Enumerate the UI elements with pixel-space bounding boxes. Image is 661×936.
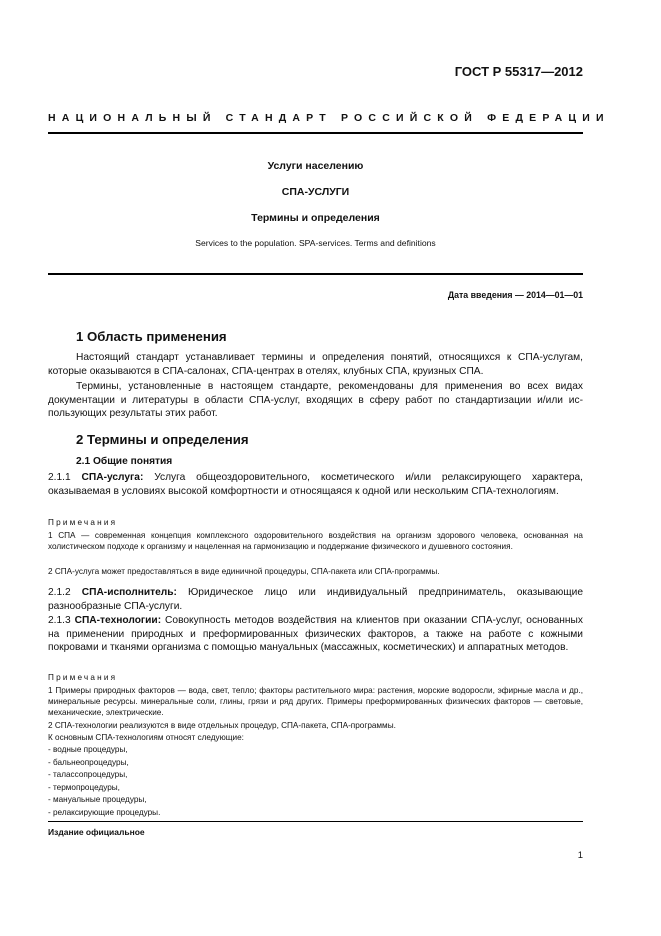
middle-divider <box>48 273 583 275</box>
title-line-2: СПА-УСЛУГИ <box>281 186 350 198</box>
note-2-1: 1 Примеры природных факторов — вода, свет, тепло; факторы растительного мира: растения, морские водоросли, эфирные масла и др., минеральные ресурсы. минеральные соли, глины, грязи и ряд других. Примеры преформированных физических факторов — световые, механические, электрические. <box>48 686 583 717</box>
term-2-1-3 <box>48 614 583 655</box>
section-1-paragraph-1 <box>48 351 583 378</box>
national-standard-banner: НАЦИОНАЛЬНЫЙ СТАНДАРТ РОССИЙСКОЙ ФЕДЕРАЦИИ <box>48 112 610 124</box>
title-line-3: Термины и определения <box>251 212 380 224</box>
spa-technologies-list <box>48 744 160 819</box>
note-1-1: 1 СПА — современная концепция комплексного оздоровительного воздействия на организм здорового человека, основанная на холистическом подходе к организму и нацеленная на гармонизацию и поддержание физического и душевного состояния. <box>48 531 583 551</box>
subsection-2-1-heading: 2.1 Общие понятия <box>76 456 173 467</box>
title-line-1: Услуги населению <box>267 160 364 172</box>
list-item: - мануальные процедуры, <box>48 795 147 804</box>
english-title: Services to the population. SPA-services. Terms and definitions <box>195 238 436 248</box>
section-1-heading: 1 Область применения <box>76 329 227 344</box>
list-item: - водные процедуры, <box>48 745 128 754</box>
page-number: 1 <box>577 850 583 861</box>
list-intro: К основным СПА-технологиям относят следующие: <box>48 733 244 742</box>
term-number: 2.1.3 <box>48 615 71 626</box>
standard-number: ГОСТ Р 55317—2012 <box>454 64 583 79</box>
note-1-2: 2 СПА-услуга может предоставляться в виде единичной процедуры, СПА-пакета или СПА-программы. <box>48 567 440 576</box>
term-definition: Юридическое лицо или индивидуальный предприниматель, оказывающие разнообразные СПА-услуги. <box>48 587 583 612</box>
term-definition: Услуга общеоздоровительного, косметического и/или релаксирующего характера, оказываемая в условиях высокой комфортности и относящаяся к одной или нескольким СПА-технологиям. <box>48 472 583 497</box>
term-2-1-1 <box>48 471 583 498</box>
list-item: - бальнеопроцедуры, <box>48 757 129 767</box>
term-name: СПА-услуга: <box>81 472 144 483</box>
section-1-paragraph-2 <box>48 380 583 421</box>
section-1-paragraph-1-text: Настоящий стандарт устанавливает термины и определения понятий, относящихся к СПА-услугам, которые оказываются в СПА-салонах, СПА-центрах в отелях, клубных СПА, круизных СПА. <box>48 352 583 377</box>
notes-heading-1: Примечания <box>48 518 118 527</box>
note-2-2: 2 СПА-технологии реализуются в виде отдельных процедур, СПА-пакета, СПА-программы. <box>48 721 396 730</box>
term-name: СПА-технологии: <box>74 615 162 626</box>
introduction-date: Дата введения — 2014—01—01 <box>447 290 583 300</box>
section-1-paragraph-2-text: Термины, установленные в настоящем стандарте, рекомендованы для применения во всех видах документации и литературы в области СПА-услуг, входящих в сферу работ по стандартизации и/или использующих результаты этих работ. <box>48 381 583 420</box>
top-divider <box>48 132 583 134</box>
footer-divider <box>48 821 583 822</box>
list-item: - талассопроцедуры, <box>48 770 128 779</box>
edition-label: Издание официальное <box>48 827 145 837</box>
notes-heading-2: Примечания <box>48 673 118 682</box>
list-item: - термопроцедуры, <box>48 782 120 792</box>
list-item: - релаксирующие процедуры. <box>48 807 161 817</box>
term-definition: Совокупность методов воздействия на клиентов при оказании СПА-услуг, основанных на применении природных и преформированных физических факторов, а также на работе с кожными покровами и тканями организма с помощью мануальных (массажных, косметических) и аппаратных методов. <box>48 615 583 654</box>
term-name: СПА-исполнитель: <box>81 587 177 598</box>
term-2-1-2 <box>48 586 583 613</box>
term-number: 2.1.1 <box>48 472 71 483</box>
section-2-heading: 2 Термины и определения <box>76 432 249 447</box>
term-number: 2.1.2 <box>48 587 71 598</box>
